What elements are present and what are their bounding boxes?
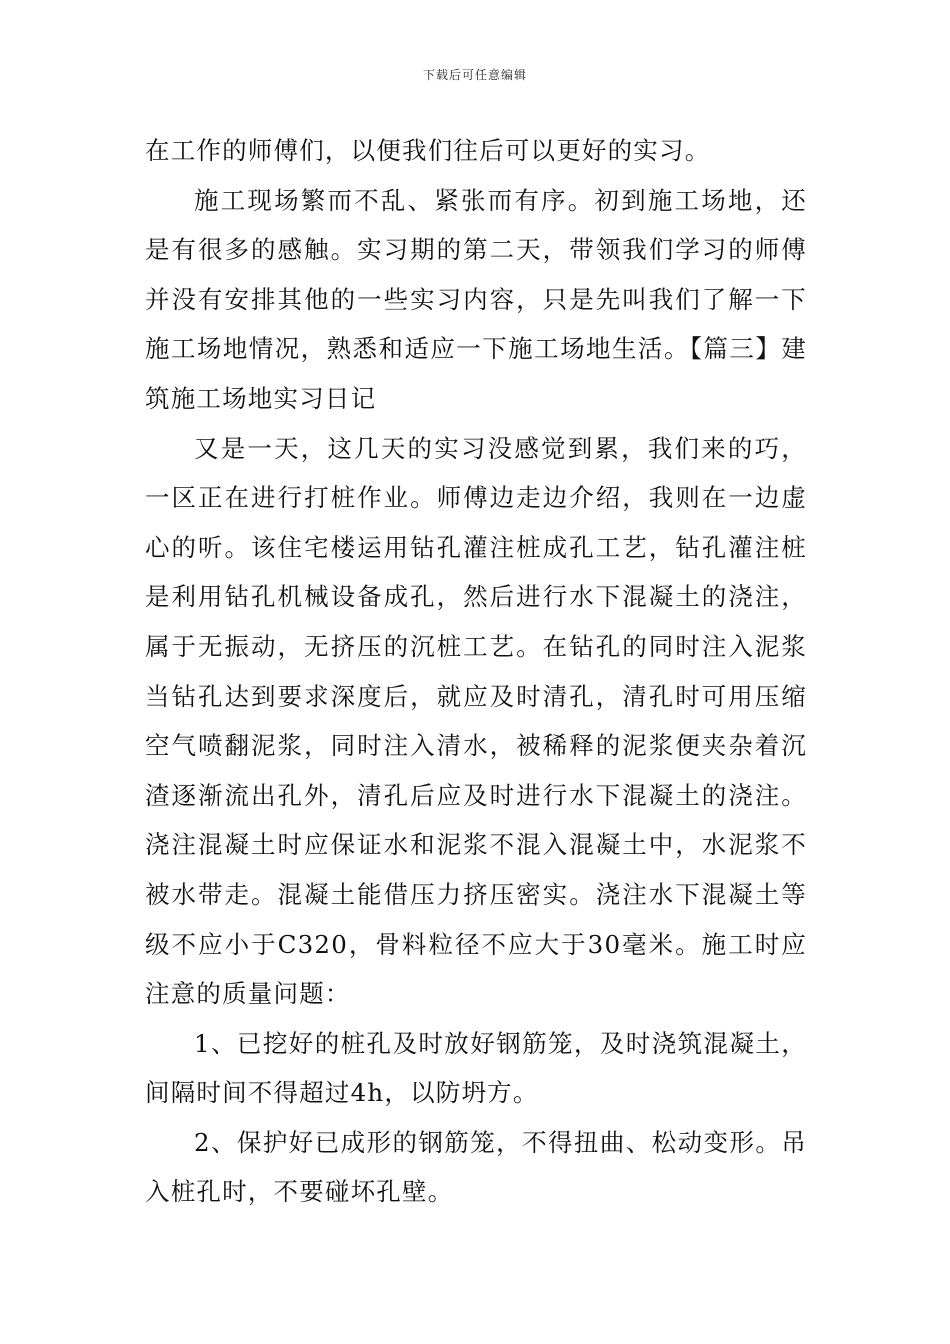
page-header: 下载后可任意编辑 xyxy=(422,68,527,82)
paragraph-5: 2、保护好已成形的钢筋笼，不得扭曲、松动变形。吊入桩孔时，不要碰坏孔壁。 xyxy=(145,1127,807,1207)
paragraph-4: 1、已挖好的桩孔及时放好钢筋笼，及时浇筑混凝土，间隔时间不得超过4h，以防坍方。 xyxy=(145,1028,807,1108)
paragraph-3: 又是一天，这几天的实习没感觉到累，我们来的巧，一区正在进行打桩作业。师傅边走边介绍，我则在一边虚心的听。该住宅楼运用钻孔灌注桩成孔工艺，钻孔灌注桩是利用钻孔机械设备成孔，然后进行水下混凝土的浇注，属于无振动，无挤压的沉桩工艺。在钻孔的同时注入泥浆当钻孔达到要求深度后，就应及时清孔，清孔时可用压缩空气喷翻泥浆，同时注入清水，被稀释的泥浆便夹杂着沉渣逐渐流出孔外，清孔后应及时进行水下混凝土的浇注。浇注混凝土时应保证水和泥浆不混入混凝土中，水泥浆不被水带走。混凝土能借压力挤压密实。浇注水下混凝土等级不应小于C320，骨料粒径不应大于30毫米。施工时应注意的质量问题： xyxy=(145,433,807,1009)
paragraph-2: 施工现场繁而不乱、紧张而有序。初到施工场地，还是有很多的感触。实习期的第二天，带领我们学习的师傅并没有安排其他的一些实习内容，只是先叫我们了解一下施工场地情况，熟悉和适应一下施工场地生活。【篇三】建筑施工场地实习日记 xyxy=(145,185,807,413)
paragraph-1: 在工作的师傅们，以便我们往后可以更好的实习。 xyxy=(145,136,711,165)
document-body xyxy=(145,126,807,1217)
